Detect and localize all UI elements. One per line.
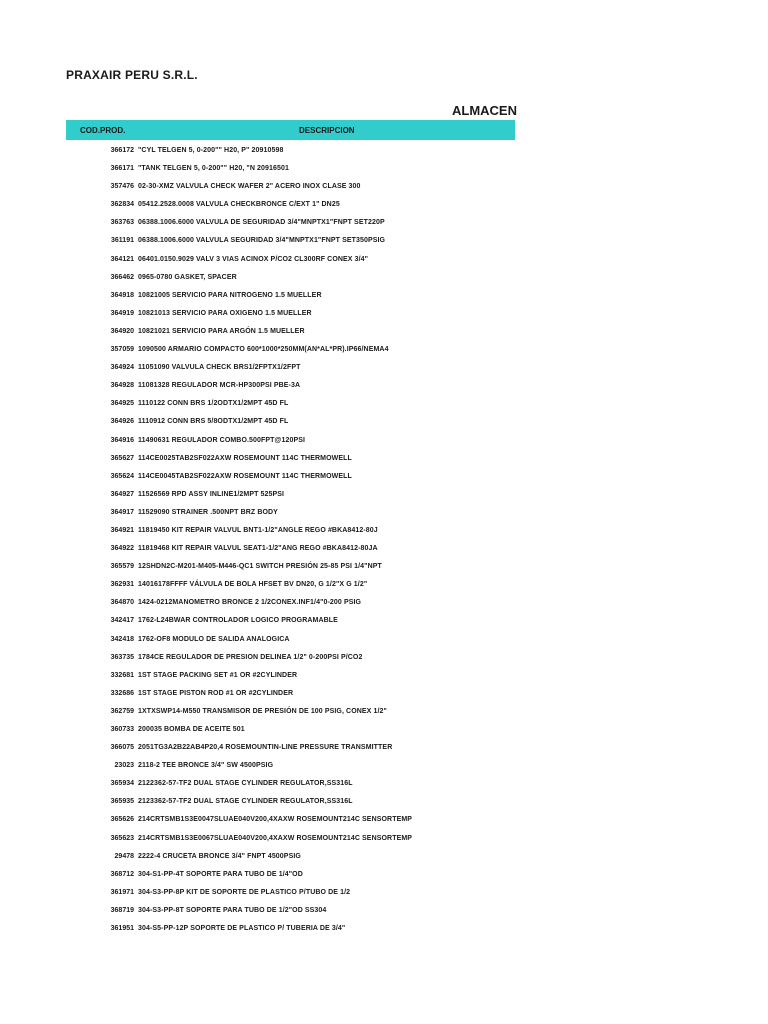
product-description: "CYL TELGEN 5, 0-200"" H20, P" 20910598	[138, 147, 284, 154]
table-row	[0, 178, 768, 196]
product-description: 2051TG3A2B22AB4P20,4 ROSEMOUNTIN-LINE PRESSURE TRANSMITTER	[138, 744, 393, 752]
table-row	[0, 667, 768, 685]
product-description: 214CRTSMB1S3E0067SLUAE040V200,4XAXW ROSEMOUNT214C SENSORTEMP	[138, 834, 413, 842]
table-row	[0, 793, 768, 811]
table-row	[0, 196, 768, 214]
product-description: 11529090 STRAINER .500NPT BRZ BODY	[138, 508, 278, 516]
product-code: 342417	[110, 617, 134, 625]
product-code: 365935	[110, 798, 134, 806]
product-description: 304-S3-PP-8T SOPORTE PARA TUBO DE 1/2"OD SS304	[138, 906, 327, 914]
product-code: 364927	[110, 490, 134, 498]
product-description: 1110122 CONN BRS 1/2ODTX1/2MPT 45D FL	[138, 400, 289, 408]
product-description: 1110912 CONN BRS 5/8ODTX1/2MPT 45D FL	[138, 418, 289, 426]
table-row	[0, 902, 768, 920]
table-row	[0, 884, 768, 902]
product-description: 06388.1006.6000 VALVULA DE SEGURIDAD 3/4"MNPTX1"FNPT SET220P	[138, 219, 385, 227]
product-description: 10821005 SERVICIO PARA NITROGENO 1.5 MUELLER	[138, 291, 322, 299]
product-code: 357476	[110, 183, 134, 191]
product-code: 366171	[110, 165, 134, 173]
column-header-description: DESCRIPCION	[299, 126, 355, 135]
table-row	[0, 811, 768, 829]
product-code: 332681	[110, 671, 134, 679]
table-row	[0, 703, 768, 721]
product-description: 304-S1-PP-4T SOPORTE PARA TUBO DE 1/4"OD	[138, 870, 303, 878]
product-description: 114CE0025TAB2SF022AXW ROSEMOUNT 114C THERMOWELL	[138, 454, 352, 462]
product-code: 365934	[110, 780, 134, 788]
product-code: 368712	[110, 870, 134, 878]
table-row	[0, 160, 768, 178]
product-code: 360733	[110, 726, 134, 733]
product-code: 361191	[111, 237, 134, 245]
product-description: 11051090 VALVULA CHECK BRS1/2FPTX1/2FPT	[138, 364, 301, 372]
product-description: 1ST STAGE PACKING SET #1 OR #2CYLINDER	[138, 671, 298, 679]
product-code: 364924	[110, 364, 134, 372]
product-code: 364870	[110, 599, 134, 607]
table-row	[0, 432, 768, 450]
product-description: 11526569 RPD ASSY INLINE1/2MPT 525PSI	[138, 490, 285, 498]
product-description: 06401.0150.9029 VALV 3 VIAS ACINOX P/CO2 CL300RF CONEX 3/4"	[138, 255, 369, 263]
product-description: 1762-OF8 MODULO DE SALIDA ANALOGICA	[138, 635, 290, 643]
product-description: 1762-L24BWAR CONTROLADOR LOGICO PROGRAMABLE	[138, 617, 338, 625]
product-description: 06388.1006.6000 VALVULA SEGURIDAD 3/4"MNPTX1"FNPT SET350PSIG	[138, 237, 386, 245]
product-code: 365624	[110, 472, 134, 480]
product-code: 364917	[110, 508, 134, 516]
product-description: 11081328 REGULADOR MCR-HP300PSI PBE-3A	[138, 382, 301, 390]
product-code: 23023	[114, 762, 134, 770]
table-row	[0, 721, 768, 739]
product-description: 1090500 ARMARIO COMPACTO 600*1000*250MM(AN*AL*PR).IP66/NEMA4	[138, 346, 389, 354]
table-row	[0, 251, 768, 269]
product-code: 363735	[110, 653, 134, 661]
table-row	[0, 576, 768, 594]
product-code: 365623	[110, 834, 134, 842]
table-row	[0, 757, 768, 775]
product-description: 14016178FFFF VÁLVULA DE BOLA HFSET BV DN20, G 1/2"X G 1/2"	[138, 581, 368, 589]
table-row	[0, 269, 768, 287]
table-row	[0, 287, 768, 305]
product-code: 362834	[110, 201, 134, 209]
product-code: 364916	[110, 436, 134, 444]
product-code: 365626	[110, 816, 134, 824]
table-header-bar	[66, 120, 515, 140]
product-code: 368719	[110, 906, 134, 914]
table-row	[0, 848, 768, 866]
table-row	[0, 739, 768, 757]
table-row	[0, 323, 768, 341]
table-row	[0, 305, 768, 323]
product-code: 365579	[110, 563, 134, 571]
product-description: 200035 BOMBA DE ACEITE 501	[138, 726, 245, 733]
product-code: 364921	[110, 526, 134, 534]
table-row	[0, 522, 768, 540]
table-row	[0, 359, 768, 377]
table-row	[0, 558, 768, 576]
table-row	[0, 631, 768, 649]
product-description: 2123362-57-TF2 DUAL STAGE CYLINDER REGULATOR,SS316L	[138, 798, 353, 806]
table-row	[0, 775, 768, 793]
table-row	[0, 504, 768, 522]
product-code: 364121	[110, 255, 134, 263]
product-code: 364918	[110, 291, 134, 299]
product-description: 05412.2528.0008 VALVULA CHECKBRONCE C/EXT 1" DN25	[138, 201, 340, 209]
table-row	[0, 377, 768, 395]
product-code: 363763	[110, 219, 134, 227]
product-code: 361971	[110, 888, 134, 896]
product-description: 02-30-XMZ VALVULA CHECK WAFER 2" ACERO INOX CLASE 300	[138, 183, 361, 191]
product-description: 304-S3-PP-8P KIT DE SOPORTE DE PLASTICO P/TUBO DE 1/2	[138, 888, 351, 896]
product-code: 357059	[110, 346, 134, 354]
product-description: 11819450 KIT REPAIR VALVUL BNT1-1/2"ANGLE REGO #BKA8412-80J	[138, 526, 378, 534]
table-row	[0, 468, 768, 486]
product-description: 10821013 SERVICIO PARA OXIGENO 1.5 MUELLER	[138, 309, 312, 317]
table-row	[0, 486, 768, 504]
table-row	[0, 413, 768, 431]
table-body	[0, 142, 768, 938]
product-description: 1ST STAGE PISTON ROD #1 OR #2CYLINDER	[138, 689, 294, 697]
table-row	[0, 232, 768, 250]
product-description: 10821021 SERVICIO PARA ARGÓN 1.5 MUELLER	[138, 327, 305, 335]
section-title: ALMACEN	[452, 103, 517, 118]
table-row	[0, 685, 768, 703]
product-code: 364928	[110, 382, 134, 390]
product-code: 364922	[110, 545, 134, 553]
product-description: 11819468 KIT REPAIR VALVUL SEAT1-1/2"ANG REGO #BKA8412-80JA	[138, 545, 378, 553]
table-row	[0, 866, 768, 884]
product-description: 1424-0212MANOMETRO BRONCE 2 1/2CONEX.INF1/4"0-200 PSIG	[138, 599, 362, 607]
product-code: 366172	[110, 147, 134, 154]
product-code: 366075	[110, 744, 134, 752]
product-code: 364926	[110, 418, 134, 426]
product-description: 1XTXSWP14-M550 TRANSMISOR DE PRESIÓN DE 100 PSIG, CONEX 1/2"	[138, 707, 387, 715]
table-row	[0, 214, 768, 232]
product-description: 12SHDN2C-M201-M405-M446-QC1 SWITCH PRESIÓN 25-85 PSI 1/4"NPT	[138, 563, 382, 571]
table-row	[0, 450, 768, 468]
product-code: 342418	[110, 635, 134, 643]
product-code: 362931	[110, 581, 134, 589]
table-row	[0, 341, 768, 359]
table-row	[0, 395, 768, 413]
table-row	[0, 920, 768, 938]
product-description: 304-S5-PP-12P SOPORTE DE PLASTICO P/ TUBERIA DE 3/4"	[138, 925, 346, 933]
table-row	[0, 830, 768, 848]
product-code: 364920	[110, 327, 134, 335]
product-code: 332686	[110, 689, 134, 697]
product-code: 29478	[114, 852, 134, 860]
table-row	[0, 594, 768, 612]
company-name: PRAXAIR PERU S.R.L.	[66, 68, 198, 82]
table-row	[0, 540, 768, 558]
product-description: 11490631 REGULADOR COMBO.500FPT@120PSI	[138, 436, 306, 444]
product-description: 2118-2 TEE BRONCE 3/4" SW 4500PSIG	[138, 762, 274, 770]
product-code: 364919	[110, 309, 134, 317]
table-row	[0, 612, 768, 630]
table-row	[0, 649, 768, 667]
table-row	[0, 142, 768, 160]
product-description: 2222-4 CRUCETA BRONCE 3/4" FNPT 4500PSIG	[138, 852, 301, 860]
product-code: 361951	[110, 925, 134, 933]
column-header-code: COD.PROD.	[80, 126, 126, 135]
product-code: 366462	[110, 273, 134, 281]
product-code: 362759	[110, 707, 134, 715]
product-description: 0965-0780 GASKET, SPACER	[138, 273, 237, 281]
product-description: 2122362-57-TF2 DUAL STAGE CYLINDER REGULATOR,SS316L	[138, 780, 353, 788]
product-description: 214CRTSMB1S3E0047SLUAE040V200,4XAXW ROSEMOUNT214C SENSORTEMP	[138, 816, 413, 824]
product-code: 365627	[110, 454, 134, 462]
product-description: 114CE0045TAB2SF022AXW ROSEMOUNT 114C THERMOWELL	[138, 472, 352, 480]
product-description: "TANK TELGEN 5, 0-200"" H20, "N 20916501	[138, 165, 289, 173]
product-description: 1784CE REGULADOR DE PRESION DELINEA 1/2" 0-200PSI P/CO2	[138, 653, 363, 661]
product-code: 364925	[110, 400, 134, 408]
